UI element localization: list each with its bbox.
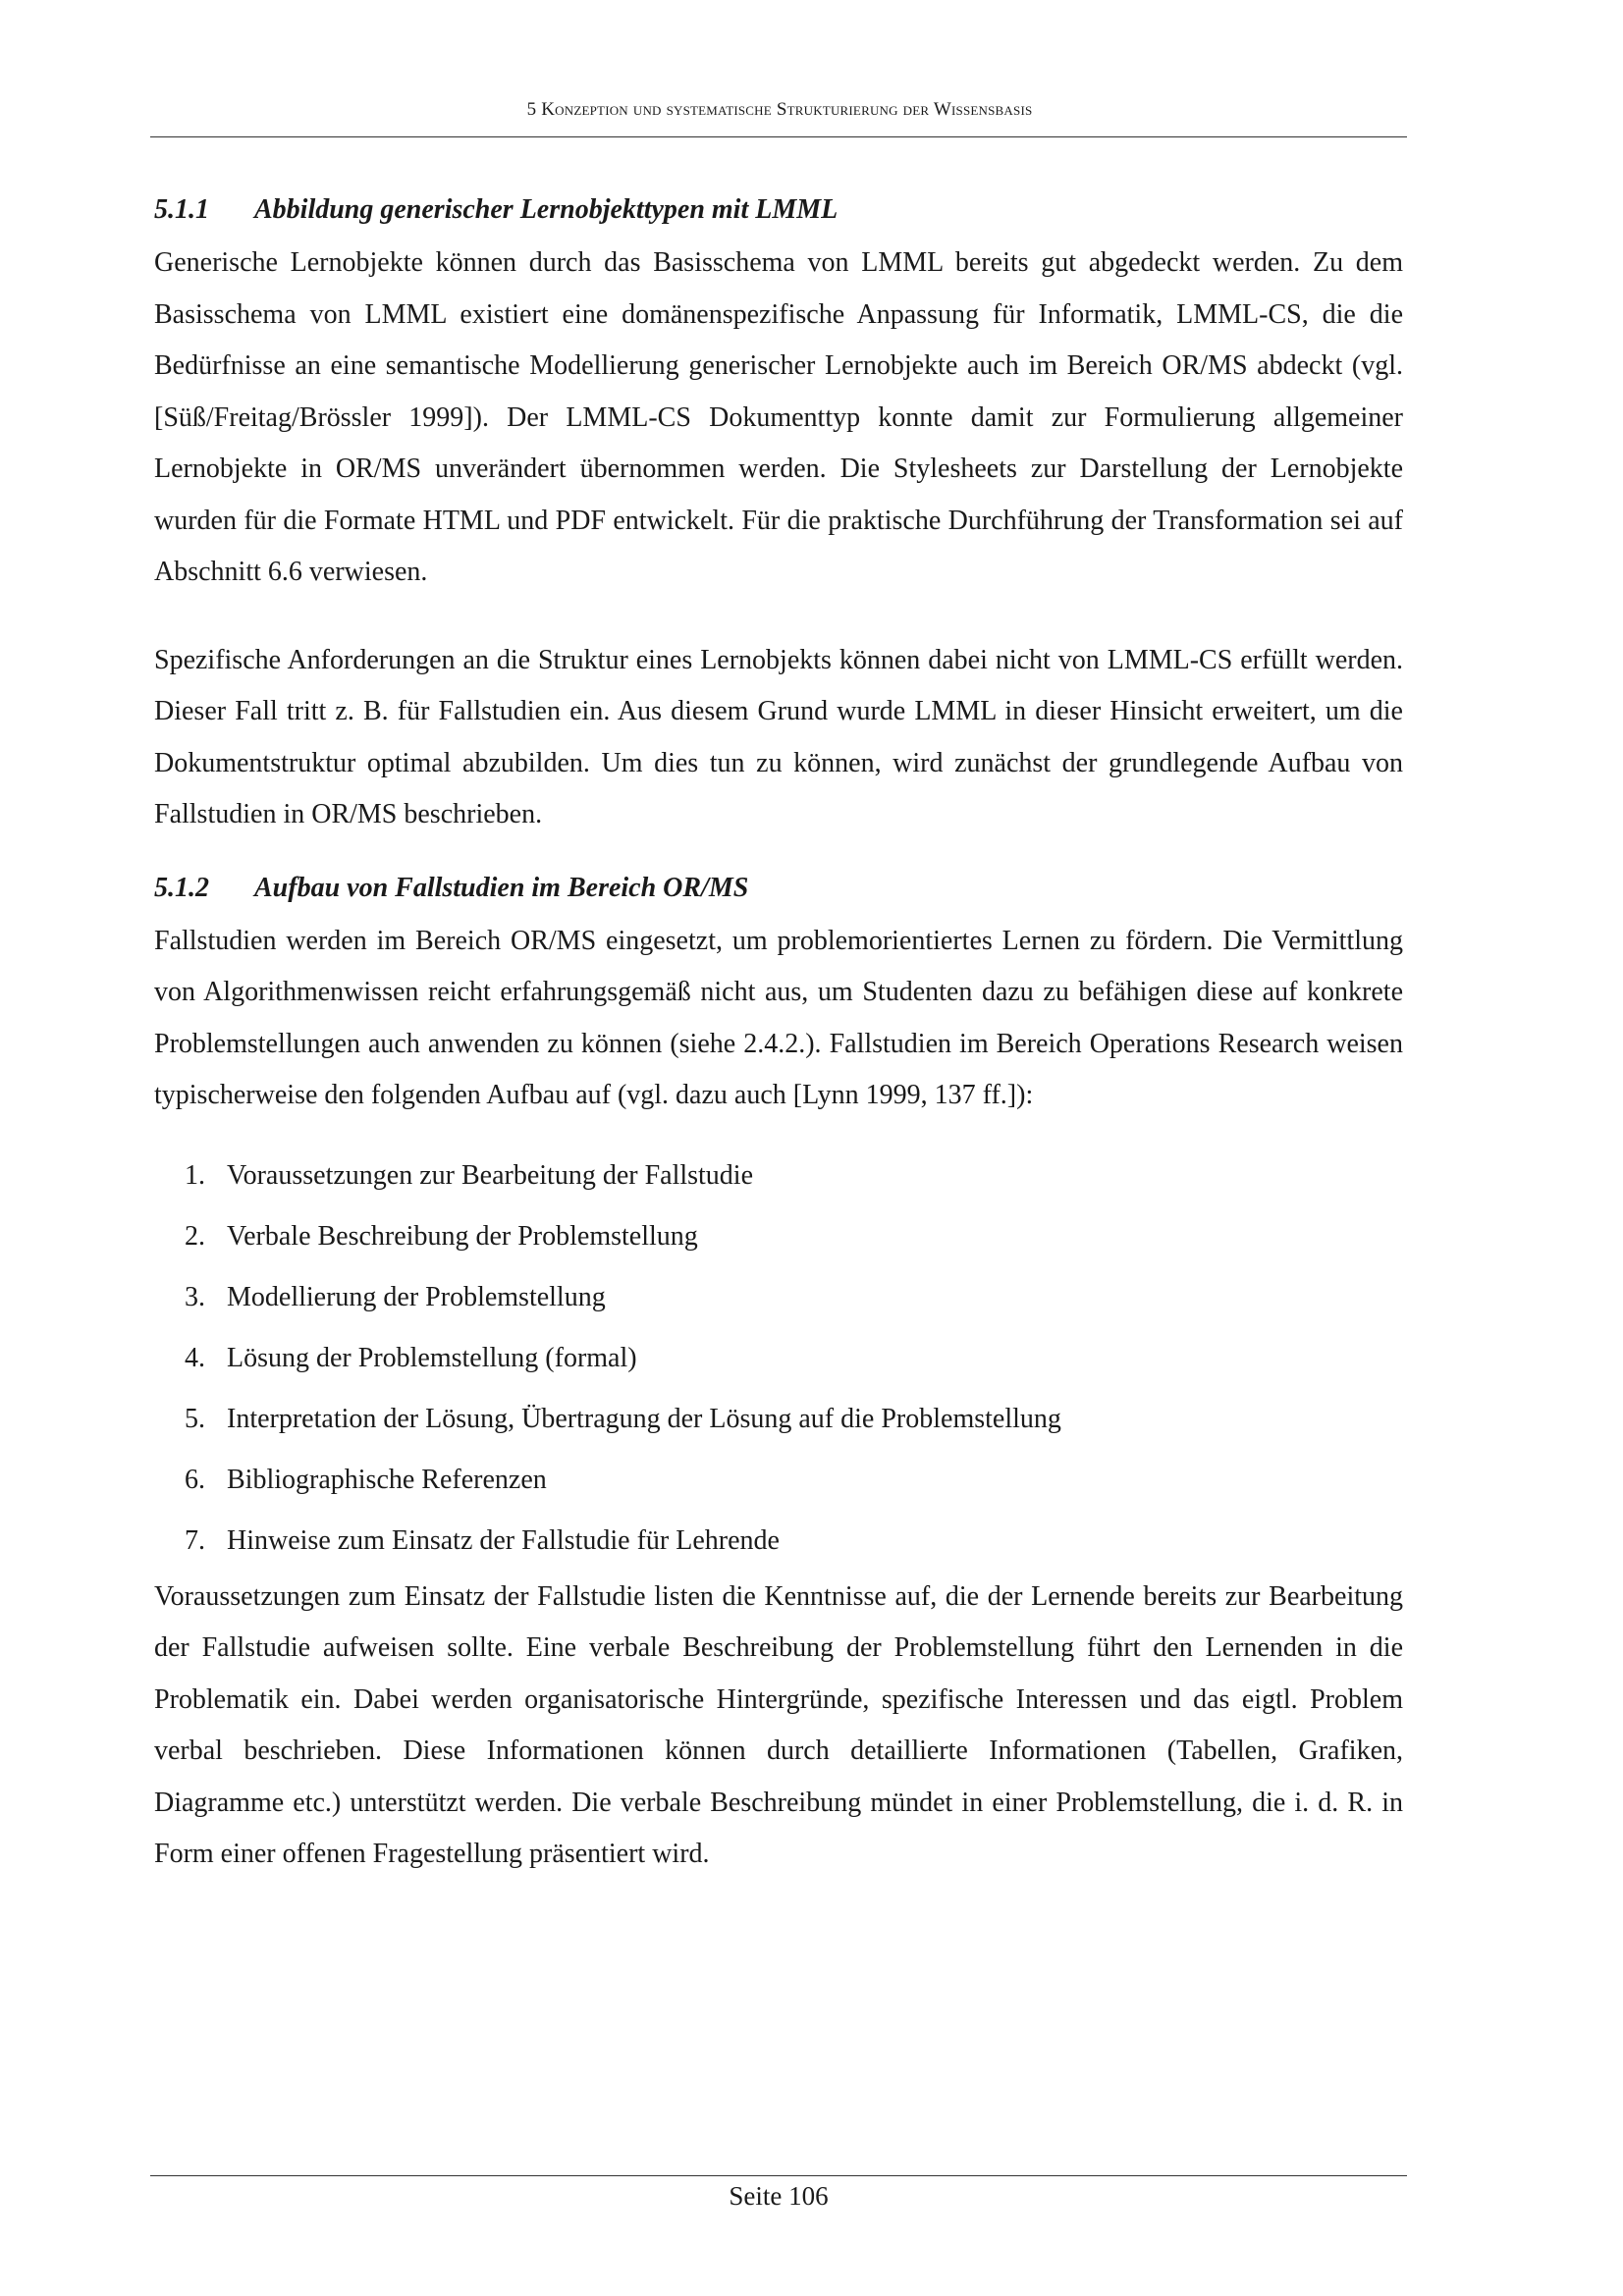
section-heading: [154, 192, 1403, 228]
list-item-number: 7.: [185, 1524, 205, 1556]
list-item: [154, 1450, 1403, 1511]
section-number: 5.1.2: [154, 872, 209, 903]
section-title: Aufbau von Fallstudien im Bereich OR/MS: [254, 872, 749, 903]
section-heading: [154, 871, 1403, 906]
list-item-text: Hinweise zum Einsatz der Fallstudie für Lehrende: [227, 1524, 780, 1556]
list-item: [154, 1206, 1403, 1267]
paragraph: Spezifische Anforderungen an die Struktur eines Lernobjekts können dabei nicht von LMML-CS erfüllt werden. Dieser Fall tritt z. B. für Fallstudien ein. Aus diesem Grund wurde LMML in dieser Hinsicht erweitert, um die Dokumentstruktur optimal abzubilden. Um dies tun zu können, wird zunächst der grundlegende Aufbau von Fallstudien in OR/MS beschrieben.: [154, 644, 1403, 829]
list-item-text: Bibliographische Referenzen: [227, 1464, 547, 1495]
list-item: [154, 1511, 1403, 1572]
section-number: 5.1.1: [154, 194, 209, 225]
list-item: [154, 1389, 1403, 1450]
running-header: [152, 98, 1407, 122]
paragraph: Generische Lernobjekte können durch das Basisschema von LMML bereits gut abgedeckt werden. Zu dem Basisschema von LMML existiert eine domänenspezifische Anpassung für Informatik, LMML-CS, die die Bedürfnisse an eine semantische Modellierung generischer Lernobjekte auch im Bereich OR/MS abdeckt (vgl. [Süß/Freitag/Brössler 1999]). Der LMML-CS Dokumenttyp konnte damit zur Formulierung allgemeiner Lernobjekte in OR/MS unverändert übernommen werden. Die Stylesheets zur Darstellung der Lernobjekte wurden für die Formate HTML und PDF entwickelt. Für die praktische Durchführung der Transformation sei auf Abschnitt 6.6 verwiesen.: [154, 247, 1403, 587]
list-item-number: 3.: [185, 1281, 205, 1312]
list-item-number: 6.: [185, 1464, 205, 1495]
list-item-text: Voraussetzungen zur Bearbeitung der Fallstudie: [227, 1159, 754, 1191]
list-item-text: Modellierung der Problemstellung: [227, 1281, 606, 1312]
paragraph: Fallstudien werden im Bereich OR/MS eingesetzt, um problemorientiertes Lernen zu fördern. Die Vermittlung von Algorithmenwissen reicht erfahrungsgemäß nicht aus, um Studenten dazu zu befähigen diese auf konkrete Problemstellungen auch anwenden zu können (siehe 2.4.2.). Fallstudien im Bereich Operations Research weisen typischerweise den folgenden Aufbau auf (vgl. dazu auch [Lynn 1999, 137 ff.]):: [154, 925, 1403, 1110]
paragraph: Voraussetzungen zum Einsatz der Fallstudie listen die Kenntnisse auf, die der Lernende bereits zur Bearbeitung der Fallstudie aufweisen sollte. Eine verbale Beschreibung der Problemstellung führt den Lernenden in die Problematik ein. Dabei werden organisatorische Hintergründe, spezifische Interessen und das eigtl. Problem verbal beschrieben. Diese Informationen können durch detaillierte Informationen (Tabellen, Grafiken, Diagramme etc.) unterstützt werden. Die verbale Beschreibung mündet in einer Problemstellung, die i. d. R. in Form einer offenen Fragestellung präsentiert wird.: [154, 1580, 1403, 1869]
list-item-text: Verbale Beschreibung der Problemstellung: [227, 1220, 698, 1252]
footer-divider: [150, 2175, 1407, 2176]
numbered-list: [154, 1146, 1403, 1572]
page-number: Seite 106: [729, 2181, 829, 2211]
header-divider: [150, 136, 1407, 137]
page-content: [154, 192, 1403, 1881]
list-item: [154, 1146, 1403, 1206]
list-item-number: 5.: [185, 1403, 205, 1434]
list-item-number: 4.: [185, 1342, 205, 1373]
list-item: [154, 1328, 1403, 1389]
list-item-text: Interpretation der Lösung, Übertragung der Lösung auf die Problemstellung: [227, 1403, 1061, 1434]
list-item: [154, 1267, 1403, 1328]
section-title: Abbildung generischer Lernobjekttypen mit LMML: [254, 194, 839, 225]
list-item-text: Lösung der Problemstellung (formal): [227, 1342, 637, 1373]
list-item-number: 1.: [185, 1159, 205, 1191]
running-header-text: 5 Konzeption und systematische Strukturierung der Wissensbasis: [526, 99, 1033, 120]
list-item-number: 2.: [185, 1220, 205, 1252]
